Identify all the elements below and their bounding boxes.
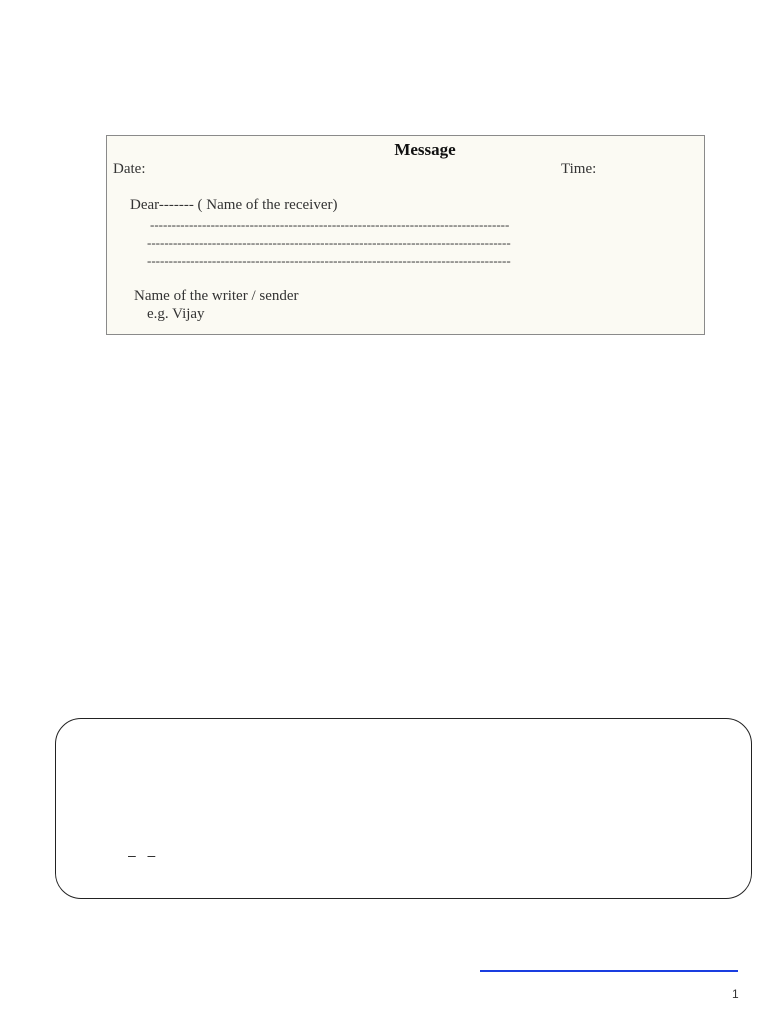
- rounded-notes-box: [55, 718, 752, 899]
- body-dash-line-3: ------------------------------------------------------------------------------------: [147, 253, 511, 268]
- message-format-box: [106, 135, 705, 335]
- time-label: Time:: [561, 161, 597, 177]
- body-dash-line-1: -----------------------------------------------------------------------------------: [150, 217, 510, 232]
- writer-example: e.g. Vijay: [147, 306, 205, 322]
- salutation-line: Dear------- ( Name of the receiver): [130, 197, 338, 213]
- message-title: Message: [394, 140, 456, 159]
- writer-label: Name of the writer / sender: [134, 288, 299, 304]
- footer-rule: [480, 970, 738, 972]
- body-dash-line-2: ------------------------------------------------------------------------------------: [147, 235, 511, 250]
- notes-dashes: – –: [128, 847, 156, 863]
- date-label: Date:: [113, 161, 146, 177]
- page-number: 1: [732, 987, 739, 1001]
